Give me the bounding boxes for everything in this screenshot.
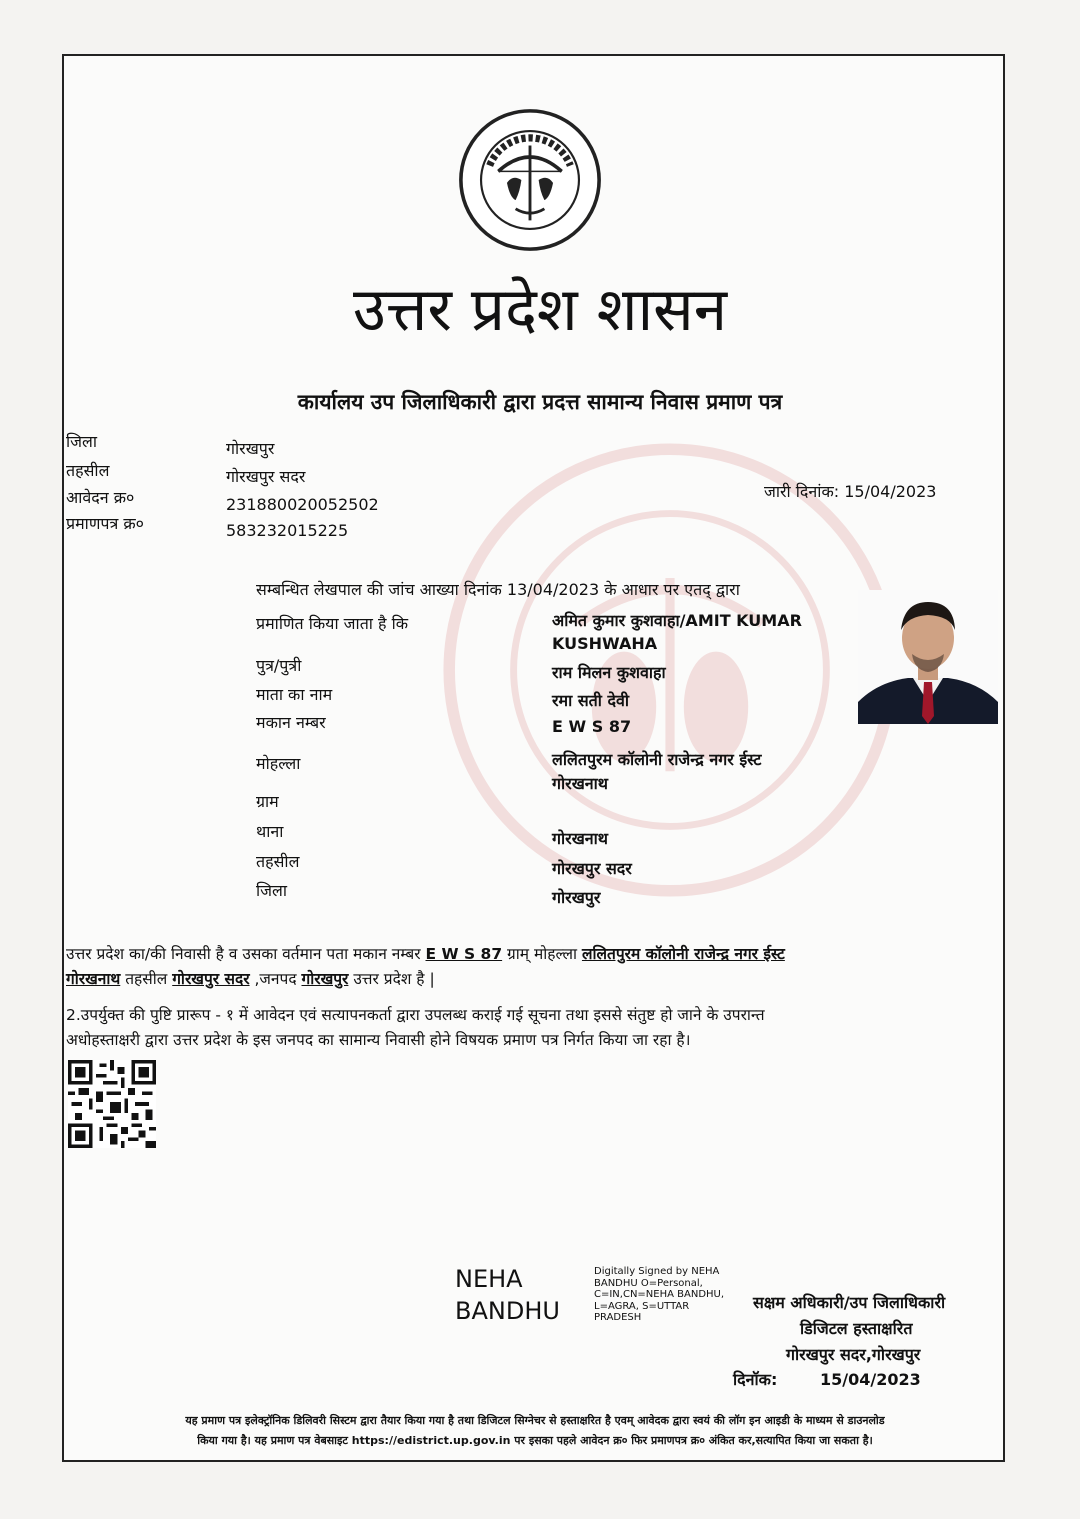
certificate-title: कार्यालय उप जिलाधिकारी द्वारा प्रदत्त सामान्य निवास प्रमाण पत्र [297,390,783,414]
mother-value: रमा सती देवी [552,691,630,710]
digital-signature-details [594,1266,724,1324]
signer-name-line1: NEHA [455,1265,523,1293]
meta-certificate-value: 583232015225 [226,521,349,540]
confirmation-line2: अधोहस्ताक्षरी द्वारा उत्तर प्रदेश के इस जनपद का सामान्य निवासी होने विषयक प्रमाण पत्र निर्गत किया जा रहा है। [66,1031,691,1049]
confirmation-line1: 2.उपर्युक्त की पुष्टि प्रारूप - १ में आवेदन एवं सत्यापनकर्ता द्वारा उपलब्ध कराई गई सूचना तथा इससे संतुष्ट हो जाने के उपरान्त [66,1006,765,1024]
digital-signature-line: Digitally Signed by NEHA [594,1266,720,1277]
residence-locality: ललितपुरम कॉलोनी राजेन्द्र नगर ईस्ट [581,945,785,963]
village-label: ग्राम [256,792,279,811]
detail-tehsil-value: गोरखपुर सदर [552,859,632,878]
applicant-name-line1: अमित कुमार कुशवाहा/AMIT KUMAR [552,611,802,630]
locality-line1: ललितपुरम कॉलोनी राजेन्द्र नगर ईस्ट [552,750,762,769]
digital-signature-line: PRADESH [594,1312,642,1323]
applicant-photo [858,590,998,724]
meta-application-label: आवेदन क्र० [66,488,135,507]
residence-text-1: उत्तर प्रदेश का/की निवासी है व उसका वर्तमान पता मकान नम्बर [66,945,426,963]
certified-label: प्रमाणित किया जाता है कि [256,614,409,633]
meta-application-value: 231880020052502 [226,495,379,514]
detail-district-value: गोरखपुर [552,888,601,907]
signing-date-value: 15/04/2023 [820,1370,921,1389]
residence-paragraph-line2 [66,967,435,989]
signing-place: गोरखपुर सदर,गोरखपुर [786,1345,921,1364]
detail-tehsil-label: तहसील [256,852,300,871]
issue-date [764,480,936,502]
parent-label: पुत्र/पुत्री [256,656,302,675]
meta-district-value: गोरखपुर [226,439,275,458]
footer-note [70,1411,1000,1451]
footer-line2: किया गया है। यह प्रमाण पत्र वेबसाइट https://edistrict.up.gov.in पर इसका पहले आवेदन क्र० फिर प्रमाणपत्र क्र० अंकित कर,सत्यापित किया जा सकता है। [197,1434,873,1447]
house-value: E W S 87 [552,717,632,736]
meta-tehsil-value: गोरखपुर सदर [226,467,306,486]
mother-label: माता का नाम [256,685,333,704]
meta-certificate-label: प्रमाणपत्र क्र० [66,514,144,533]
residence-house-number: E W S 87 [425,945,503,963]
house-label: मकान नम्बर [256,713,326,732]
residence-locality-2: गोरखनाथ [66,970,121,988]
digital-signature-line: C=IN,CN=NEHA BANDHU, [594,1289,725,1300]
meta-tehsil-label: तहसील [66,461,110,480]
police-value: गोरखनाथ [552,829,609,848]
locality-line2: गोरखनाथ [552,774,609,793]
qr-code [68,1060,156,1148]
residence-text-3: तहसील [120,970,173,988]
intro-line: सम्बन्धित लेखपाल की जांच आख्या दिनांक 13/04/2023 के आधार पर एतद् द्वारा [256,580,740,599]
residence-text-4: ,जनपद [249,970,302,988]
signer-name-line2: BANDHU [455,1297,560,1325]
meta-district-label: जिला [66,432,98,451]
police-label: थाना [256,822,284,841]
residence-text-5: उत्तर प्रदेश है | [348,970,435,988]
residence-tehsil: गोरखपुर सदर [172,970,250,988]
government-title: उत्तर प्रदेश शासन [352,275,728,345]
parent-value: राम मिलन कुशवाहा [552,663,666,682]
signing-authority: सक्षम अधिकारी/उप जिलाधिकारी [753,1293,946,1312]
issue-date-label: जारी दिनांक: [764,482,840,501]
residence-district: गोरखपुर [301,970,349,988]
applicant-name-line2: KUSHWAHA [552,634,658,653]
up-government-emblem [458,108,602,252]
watermark-emblem [440,440,900,900]
residence-text-2: ग्राम् मोहल्ला [502,945,582,963]
detail-district-label: जिला [256,881,288,900]
digital-signature-line: L=AGRA, S=UTTAR [594,1300,690,1312]
digital-signature-line: BANDHU O=Personal, [594,1277,703,1289]
digitally-signed-label: डिजिटल हस्ताक्षरित [800,1319,913,1338]
footer-line1: यह प्रमाण पत्र इलेक्ट्रॉनिक डिलिवरी सिस्टम द्वारा तैयार किया गया है तथा डिजिटल सिग्नेचर से हस्ताक्षरित है एवम् आवेदक द्वारा स्वयं की लॉग इन आइडी के माध्यम से डाउनलोड [185,1414,885,1427]
issue-date-value: 15/04/2023 [844,482,937,501]
locality-label: मोहल्ला [256,754,301,773]
residence-paragraph-line1 [66,942,785,964]
signing-date-label: दिनॉक: [733,1370,778,1389]
